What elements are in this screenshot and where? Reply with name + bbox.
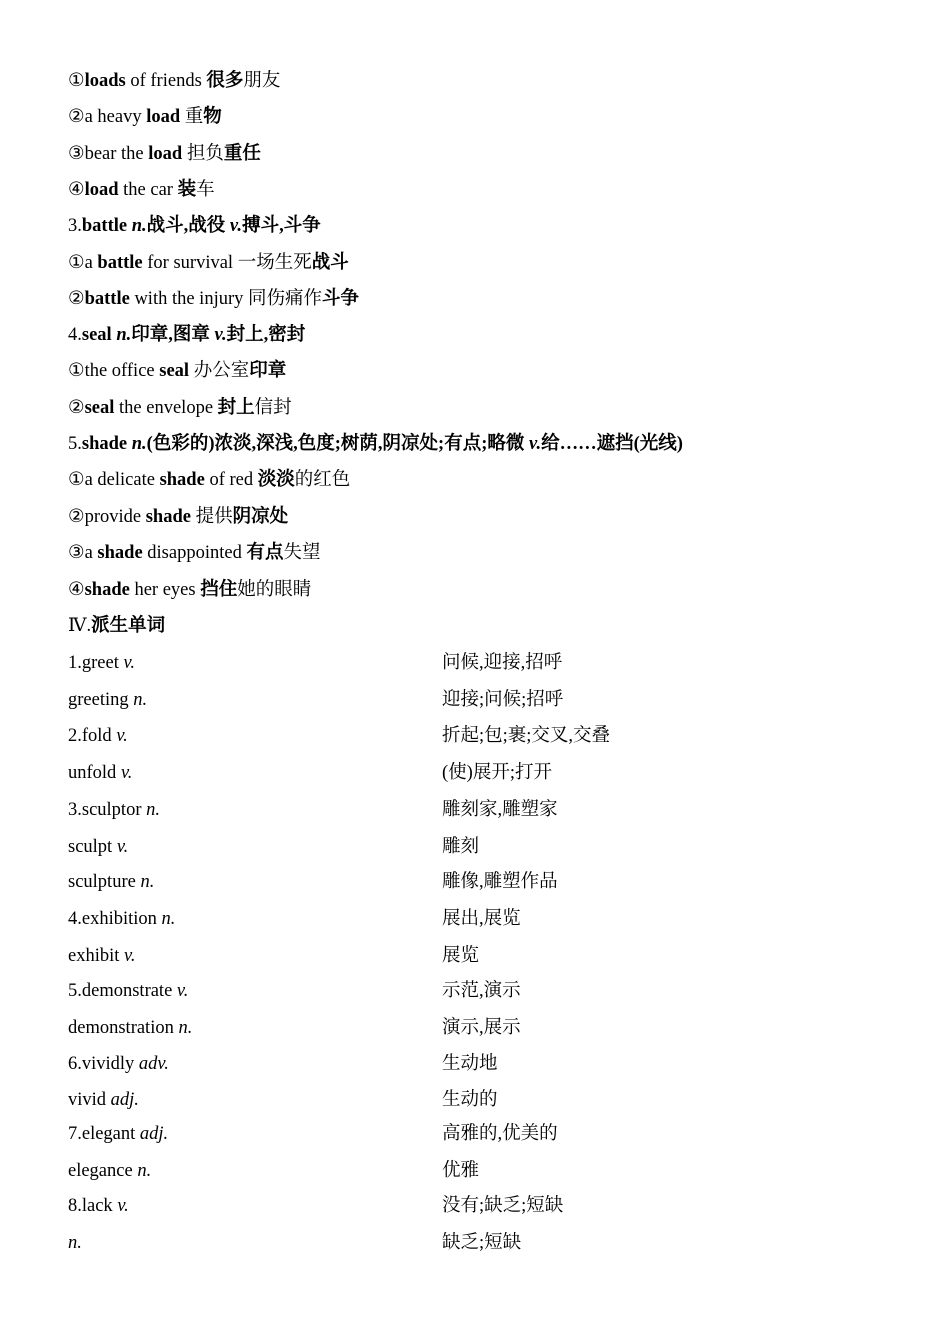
text-segment: n.: [131, 216, 147, 236]
text-segment: v.: [229, 216, 243, 236]
text-segment: v.: [528, 434, 542, 454]
text-segment: 重: [180, 107, 204, 127]
vocab-line-l4: [68, 178, 215, 202]
text-segment: 派生单词: [91, 616, 166, 636]
word-chinese-meaning: 问候,迎接,招呼: [442, 653, 563, 673]
word-part-of-speech: n.: [133, 690, 148, 710]
text-segment: shade: [81, 434, 132, 454]
word-part-of-speech: n.: [178, 1018, 193, 1038]
text-segment: 斗争: [322, 289, 360, 309]
text-segment: the car: [118, 180, 178, 200]
word-part-of-speech: n.: [140, 872, 155, 892]
vocab-line-l12: [68, 578, 311, 602]
text-segment: 失望: [283, 543, 321, 563]
text-segment: 阴凉处: [232, 507, 289, 527]
text-segment: battle: [81, 216, 132, 236]
word-english: [68, 835, 128, 859]
text-segment: ②a heavy: [68, 107, 147, 127]
word-chinese-meaning: 示范,演示: [442, 981, 521, 1001]
word-term: vivid: [68, 1090, 111, 1110]
word-part-of-speech: v.: [176, 981, 189, 1001]
word-part-of-speech: n.: [161, 909, 176, 929]
text-segment: battle: [97, 253, 143, 273]
text-segment: 挡住: [200, 580, 238, 600]
text-segment: the envelope: [114, 398, 218, 418]
text-segment: ①the office: [68, 361, 160, 381]
word-part-of-speech: n.: [146, 800, 160, 820]
text-segment: shade: [145, 507, 191, 527]
text-segment: ②: [68, 289, 85, 309]
word-term: elegance: [68, 1161, 138, 1181]
word-chinese-meaning: 展出,展览: [442, 909, 521, 929]
word-chinese-meaning: 展览: [442, 946, 480, 966]
word-part-of-speech: adj.: [110, 1090, 139, 1110]
word-part-of-speech: v.: [123, 653, 135, 673]
text-segment: 提供: [190, 507, 233, 527]
text-segment: 的红色: [294, 470, 351, 490]
word-term: 4.exhibition: [68, 909, 162, 929]
vocab-line-l2: [68, 105, 222, 129]
word-term: 8.lack: [68, 1196, 118, 1216]
word-part-of-speech: v.: [116, 726, 128, 746]
text-segment: 封上: [217, 398, 255, 418]
vocab-line-l9: [68, 468, 350, 492]
word-english: [68, 761, 132, 785]
word-term: 5.demonstrate: [68, 981, 177, 1001]
text-segment: ③a: [68, 543, 98, 563]
vocab-line-l7: [68, 359, 286, 383]
word-chinese-meaning: 高雅的,优美的: [442, 1124, 558, 1144]
word-part-of-speech: v.: [124, 946, 136, 966]
text-segment: load: [148, 144, 183, 164]
text-segment: shade: [97, 543, 143, 563]
vocab-line-l5: [68, 251, 349, 275]
text-segment: n.: [131, 434, 147, 454]
text-segment: ②provide: [68, 507, 146, 527]
text-segment: 有点: [246, 543, 284, 563]
word-term: demonstration: [68, 1018, 179, 1038]
text-segment: 4.: [68, 325, 82, 345]
vocab-line-h6: [68, 614, 165, 638]
text-segment: 封上,密封: [226, 325, 306, 345]
word-english: [68, 798, 160, 822]
word-term: 6.vividly: [68, 1054, 139, 1074]
word-english: [68, 1231, 82, 1255]
text-segment: of friends: [125, 71, 207, 91]
text-segment: disappointed: [142, 543, 247, 563]
text-segment: ①a: [68, 253, 98, 273]
word-chinese-meaning: 雕刻: [442, 837, 480, 857]
word-english: [68, 1016, 192, 1040]
vocab-line-l1: [68, 69, 280, 93]
text-segment: battle: [84, 289, 130, 309]
text-segment: ④: [68, 580, 85, 600]
text-segment: 物: [203, 107, 222, 127]
word-part-of-speech: adv.: [138, 1054, 169, 1074]
vocab-line-h4: [68, 323, 305, 347]
word-term: greeting: [68, 690, 134, 710]
word-term: exhibit: [68, 946, 125, 966]
text-segment: 给……遮挡(光线): [541, 434, 683, 454]
word-term: sculpt: [68, 837, 117, 857]
word-english: [68, 651, 135, 675]
vocab-line-h3: [68, 214, 321, 238]
text-segment: 战斗: [311, 253, 349, 273]
text-segment: load: [84, 180, 119, 200]
word-part-of-speech: v.: [117, 1196, 129, 1216]
text-segment: 办公室: [189, 361, 250, 381]
word-term: sculpture: [68, 872, 141, 892]
text-segment: ④: [68, 180, 85, 200]
vocab-line-l11: [68, 541, 321, 565]
text-segment: ②: [68, 398, 85, 418]
word-chinese-meaning: 折起;包;裹;交叉,交叠: [442, 726, 611, 746]
word-term: 2.fold: [68, 726, 117, 746]
word-chinese-meaning: 优雅: [442, 1161, 480, 1181]
text-segment: 朋友: [243, 71, 281, 91]
word-part-of-speech: n.: [137, 1161, 152, 1181]
word-chinese-meaning: 迎接;问候;招呼: [442, 690, 564, 710]
word-english: [68, 724, 128, 748]
text-segment: 印章: [249, 361, 287, 381]
vocab-line-h5: [68, 432, 683, 456]
word-term: unfold: [68, 763, 121, 783]
word-english: [68, 870, 154, 894]
text-segment: shade: [84, 580, 130, 600]
text-segment: 她的眼睛: [237, 580, 312, 600]
word-english: [68, 907, 175, 931]
text-segment: seal: [81, 325, 117, 345]
vocab-line-l8: [68, 396, 292, 420]
word-chinese-meaning: 缺乏;短缺: [442, 1233, 522, 1253]
word-english: [68, 944, 135, 968]
text-segment: 搏斗,斗争: [242, 216, 321, 236]
word-term: 3.sculptor: [68, 800, 147, 820]
text-segment: seal: [84, 398, 115, 418]
text-segment: shade: [159, 470, 205, 490]
text-segment: 信封: [254, 398, 292, 418]
word-english: [68, 1159, 151, 1183]
text-segment: seal: [159, 361, 190, 381]
text-segment: 3.: [68, 216, 82, 236]
text-segment: her eyes: [129, 580, 201, 600]
text-segment: 战斗,战役: [146, 216, 230, 236]
word-chinese-meaning: 生动的: [442, 1090, 498, 1110]
word-chinese-meaning: 雕刻家,雕塑家: [442, 800, 558, 820]
word-chinese-meaning: (使)展开;打开: [442, 763, 552, 783]
word-part-of-speech: v.: [116, 837, 129, 857]
text-segment: ①: [68, 71, 85, 91]
text-segment: 装: [177, 180, 197, 200]
word-english: [68, 979, 188, 1003]
word-term: 1.greet: [68, 653, 124, 673]
word-chinese-meaning: 演示,展示: [442, 1018, 521, 1038]
text-segment: ①a delicate: [68, 470, 160, 490]
text-segment: with the injury 同伤痛作: [129, 289, 322, 309]
text-segment: loads: [84, 71, 126, 91]
text-segment: (色彩的)浓淡,深浅,色度;树荫,阴凉处;有点;略微: [146, 434, 529, 454]
text-segment: 重任: [223, 144, 261, 164]
word-chinese-meaning: 生动地: [442, 1054, 498, 1074]
vocab-line-l10: [68, 505, 288, 529]
text-segment: 5.: [68, 434, 82, 454]
word-part-of-speech: adj.: [139, 1124, 169, 1144]
word-part-of-speech: v.: [120, 763, 133, 783]
word-english: [68, 688, 147, 712]
text-segment: of red: [204, 470, 258, 490]
vocab-line-l6: [68, 287, 359, 311]
word-english: [68, 1088, 139, 1112]
vocab-line-l3: [68, 142, 261, 166]
word-term: 7.elegant: [68, 1124, 140, 1144]
text-segment: load: [146, 107, 181, 127]
word-english: [68, 1122, 168, 1146]
word-chinese-meaning: 雕像,雕塑作品: [442, 872, 558, 892]
text-segment: 印章,图章: [131, 325, 215, 345]
text-segment: n.: [116, 325, 132, 345]
text-segment: ③bear the: [68, 144, 149, 164]
text-segment: 担负: [182, 144, 224, 164]
text-segment: for survival 一场生死: [142, 253, 312, 273]
word-english: [68, 1194, 129, 1218]
word-english: [68, 1052, 169, 1076]
word-part-of-speech: n.: [68, 1233, 82, 1253]
text-segment: v.: [214, 325, 227, 345]
text-segment: 淡淡: [257, 470, 295, 490]
text-segment: Ⅳ.: [68, 616, 92, 636]
text-segment: 车: [196, 180, 215, 200]
word-chinese-meaning: 没有;缺乏;短缺: [442, 1196, 564, 1216]
text-segment: 很多: [206, 71, 244, 91]
